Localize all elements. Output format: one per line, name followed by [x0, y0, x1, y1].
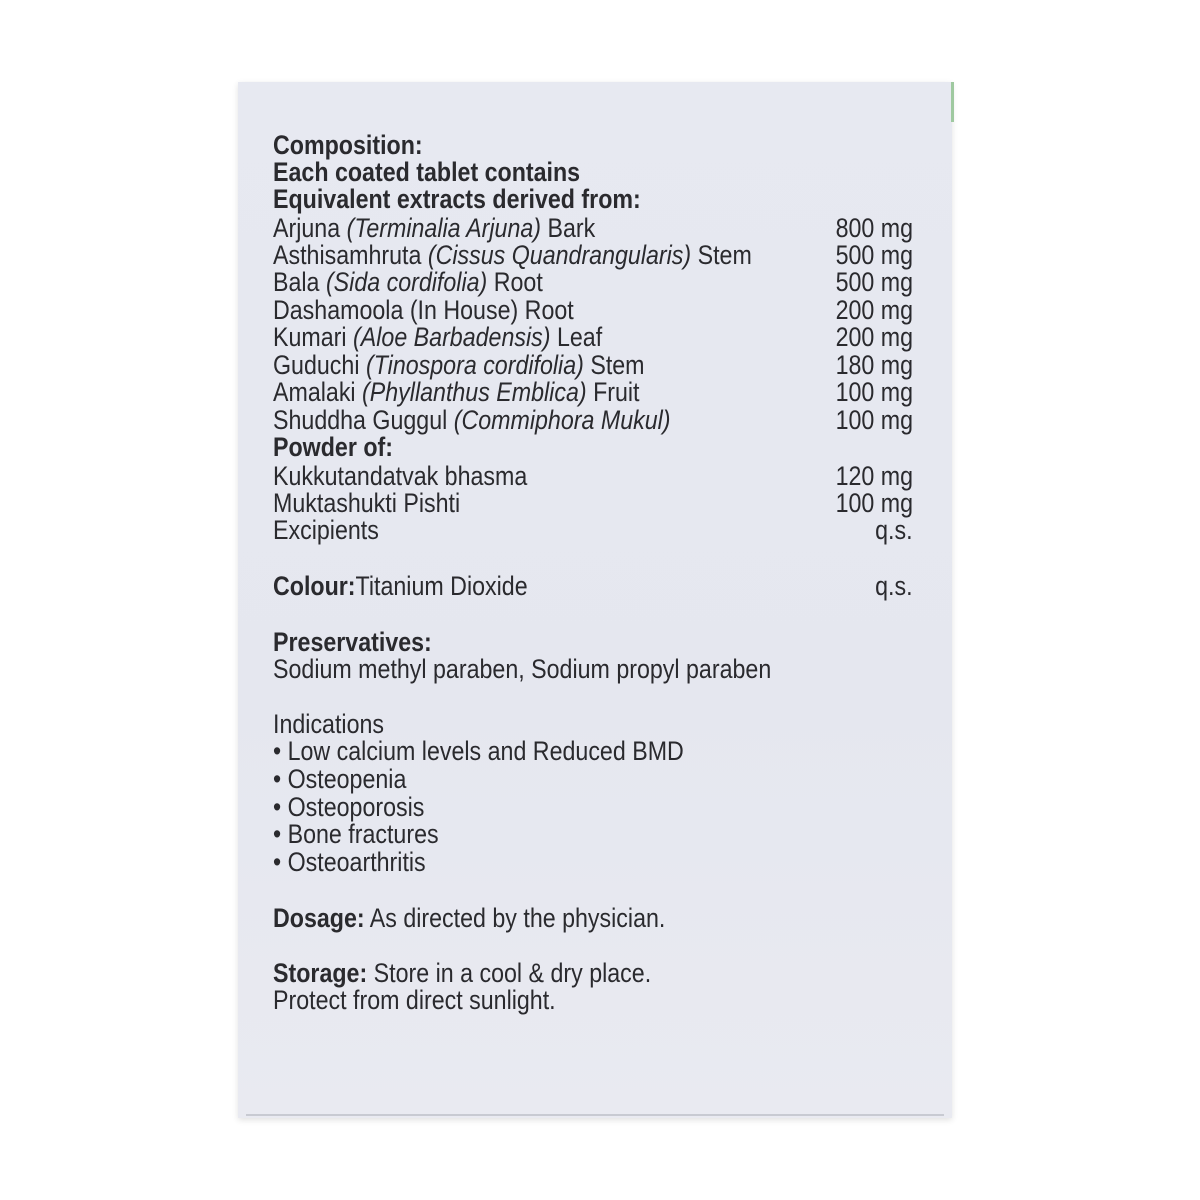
preservatives-label: Preservatives:	[273, 627, 432, 657]
ingredient-amount: 200 mg	[835, 322, 913, 352]
indication-text: Osteoarthritis	[287, 847, 426, 877]
ingredient-part: Root	[524, 295, 574, 325]
ingredient-part: Stem	[590, 350, 645, 380]
dosage-row	[273, 903, 913, 933]
ingredient-name: Asthisamhruta	[273, 240, 422, 270]
ingredient-part: Bark	[547, 213, 596, 243]
powder-name: Excipients	[273, 515, 379, 545]
ingredient-row	[273, 350, 913, 380]
ingredient-part: Root	[493, 267, 543, 297]
powder-row	[273, 488, 913, 518]
storage-value: Store in a cool & dry place.	[373, 958, 652, 988]
ingredient-row	[273, 295, 913, 325]
indication-text: Low calcium levels and Reduced BMD	[287, 736, 684, 766]
ingredient-amount: 100 mg	[835, 377, 913, 407]
powder-row	[273, 461, 913, 491]
indication-item: • Bone fractures	[273, 819, 439, 849]
powder-name: Muktashukti Pishti	[273, 488, 461, 518]
preservatives-value	[273, 654, 913, 684]
ingredient-name: Bala	[273, 267, 320, 297]
heading-text: Composition:	[273, 130, 423, 160]
powder-row	[273, 515, 913, 545]
ingredient-name: Guduchi	[273, 350, 360, 380]
composition-subheading	[273, 157, 913, 187]
ingredient-latin: (Phyllanthus Emblica)	[362, 377, 587, 407]
ingredient-part: Leaf	[556, 322, 603, 352]
ingredient-amount: 200 mg	[835, 295, 913, 325]
dosage-label: Dosage:	[273, 903, 365, 933]
ingredient-row	[273, 240, 913, 270]
ingredient-latin: (Tinospora cordifolia)	[365, 350, 584, 380]
preservatives-heading	[273, 627, 913, 657]
ingredient-amount: 180 mg	[835, 350, 913, 380]
ingredient-part: Fruit	[593, 377, 640, 407]
ingredient-name: Amalaki	[273, 377, 356, 407]
ingredient-amount: 100 mg	[835, 405, 913, 435]
indication-text: Osteopenia	[287, 764, 407, 794]
colour-label: Colour:	[273, 571, 356, 601]
dosage-value: As directed by the physician.	[369, 903, 666, 933]
powder-name: Kukkutandatvak bhasma	[273, 461, 528, 491]
colour-value: Titanium Dioxide	[355, 571, 528, 601]
powder-amount: q.s.	[875, 515, 913, 545]
box-bottom-edge	[246, 1114, 944, 1116]
ingredient-name: Arjuna	[273, 213, 341, 243]
ingredient-latin: (Aloe Barbadensis)	[353, 322, 551, 352]
ingredient-amount: 500 mg	[835, 267, 913, 297]
indications-heading	[273, 709, 913, 739]
ingredient-row	[273, 377, 913, 407]
ingredient-row	[273, 322, 913, 352]
indication-item: • Osteoporosis	[273, 792, 425, 822]
powder-amount: 120 mg	[835, 461, 913, 491]
storage-row-2	[273, 985, 913, 1015]
composition-heading	[273, 130, 913, 160]
storage-row	[273, 958, 913, 988]
indication-text: Bone fractures	[287, 819, 439, 849]
ingredient-latin: (Terminalia Arjuna)	[346, 213, 542, 243]
storage-label: Storage:	[273, 958, 368, 988]
indication-item: • Osteopenia	[273, 764, 407, 794]
ingredient-amount: 800 mg	[835, 213, 913, 243]
powder-heading	[273, 432, 913, 462]
indication-item: • Osteoarthritis	[273, 847, 426, 877]
indications-heading-text: Indications	[273, 709, 385, 739]
ingredient-part: Stem	[697, 240, 752, 270]
ingredient-latin: (Cissus Quandrangularis)	[427, 240, 692, 270]
subheading-text: Each coated tablet contains	[273, 157, 581, 187]
colour-amount: q.s.	[875, 571, 913, 601]
box-edge	[951, 82, 954, 122]
indication-text: Osteoporosis	[287, 792, 425, 822]
indication-item: • Low calcium levels and Reduced BMD	[273, 736, 684, 766]
ingredient-row	[273, 405, 913, 435]
powder-heading-text: Powder of:	[273, 432, 393, 462]
ingredient-name: Shuddha Guggul	[273, 405, 448, 435]
ingredient-latin: (Sida cordifolia)	[325, 267, 488, 297]
extracts-heading-text: Equivalent extracts derived from:	[273, 184, 641, 214]
ingredient-name: Dashamoola (In House)	[273, 295, 519, 325]
ingredient-latin: (Commiphora Mukul)	[453, 405, 671, 435]
ingredient-amount: 500 mg	[835, 240, 913, 270]
colour-row	[273, 571, 913, 601]
powder-amount: 100 mg	[835, 488, 913, 518]
storage-value-2: Protect from direct sunlight.	[273, 985, 556, 1015]
ingredient-row	[273, 213, 913, 243]
ingredient-name: Kumari	[273, 322, 347, 352]
preservatives-text: Sodium methyl paraben, Sodium propyl paraben	[273, 654, 772, 684]
extracts-heading	[273, 184, 913, 214]
ingredient-row	[273, 267, 913, 297]
